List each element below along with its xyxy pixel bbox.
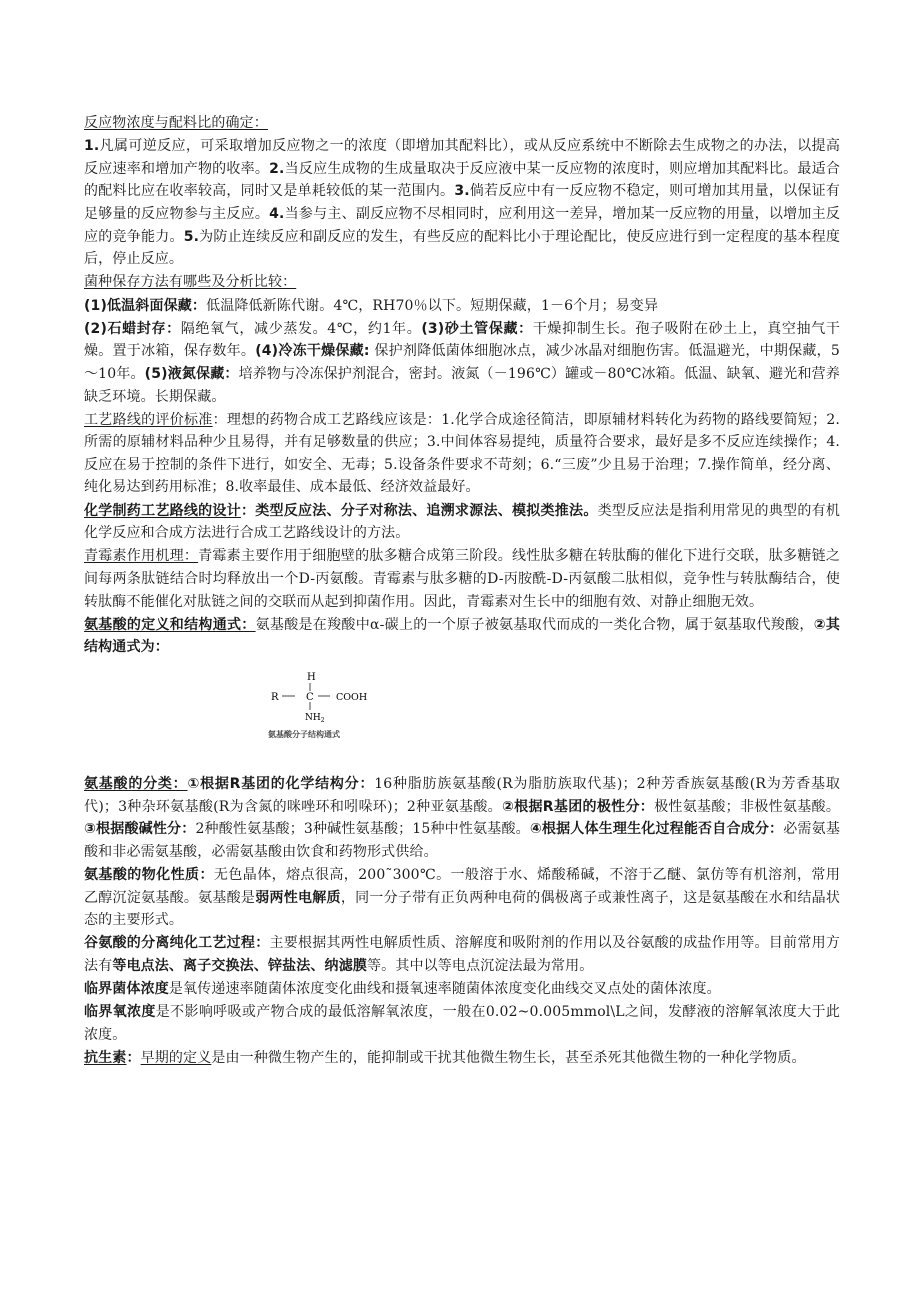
heading-strain-text: 菌种保存方法有哪些及分析比较： bbox=[84, 274, 297, 291]
heading-strain bbox=[84, 271, 840, 294]
text-run: 培养物与冷冻保护剂混合，密封。液氮（－196℃）罐或－80℃冰箱。低温、缺氧、避光和营养缺乏环境。长期保藏。 bbox=[84, 365, 840, 405]
text-run: (5) bbox=[144, 365, 168, 382]
text-run: ：理想的药物合成工艺路线应该是：1.化学合成途径简洁，即原辅材料转化为药物的路线要简短；2.所需的原辅材料品种少且易得，并有足够数量的供应；3.中间体容易提纯，质量符合要求，最好是多不反应连续操作；4.反应在易于控制的条件下进行，如安全、无毒；5.设备条件要求不苛刻；6.“三废”少且易于治理；7.操作简单，经分离、纯化易达到药用标准；8.收率最佳、成本最低、经济效益最好。 bbox=[84, 411, 840, 496]
text-run: ④根据人体生理生化过程能否自合成分： bbox=[529, 821, 784, 838]
para-amino-def bbox=[84, 614, 840, 659]
text-run: 3. bbox=[454, 183, 470, 200]
structure-group-cooh: COOH bbox=[336, 692, 368, 703]
text-run: 低温降低新陈代谢。4℃，RH70％以下。短期保藏，1－6个月；易变异 bbox=[206, 297, 659, 314]
para-strain-1 bbox=[84, 295, 840, 318]
text-run: 为防止连续反应和副反应的发生，有些反应的配料比小于理论配比，使反应进行到一定程度的基本程度后，停止反应。 bbox=[84, 228, 840, 268]
text-run: ③根据酸碱性分： bbox=[84, 821, 196, 838]
text-run: (2) bbox=[84, 320, 107, 337]
para-strain-2 bbox=[84, 318, 840, 408]
para-glutamate bbox=[84, 932, 840, 977]
text-run: 5. bbox=[183, 228, 200, 245]
text-run: ①根据R基团的化学结构分： bbox=[187, 776, 375, 792]
text-run: 临界氧浓度 bbox=[84, 1004, 156, 1021]
text-run: 青霉素作用机理： bbox=[84, 548, 199, 565]
text-run: 早期的定义 bbox=[140, 1050, 212, 1067]
text-run: 无色晶体，熔点很高，200˜300℃。一般溶于水、烯酸稀碱，不溶于乙醚、氯仿等有机溶剂，常用乙醇沉淀氨基酸。氨基酸是 bbox=[84, 866, 840, 906]
para-route-eval bbox=[84, 409, 840, 499]
text-run: 石蜡封存： bbox=[107, 320, 181, 337]
text-run: 2种酸性氨基酸；3种碱性氨基酸；15种中性氨基酸。 bbox=[195, 821, 530, 838]
text-run: 等电点法、离子交换法、锌盐法、纳滤膜 bbox=[112, 957, 368, 974]
text-run: 抗生素 bbox=[84, 1050, 127, 1067]
para-critical-cell bbox=[84, 978, 840, 1001]
structure-atom-r: R bbox=[271, 692, 279, 703]
text-run: 化学制药工艺路线的设计 bbox=[84, 502, 241, 519]
text-run: 工艺路线的评价标准 bbox=[84, 411, 213, 428]
amino-acid-structure-figure bbox=[266, 669, 386, 751]
structure-caption: 氨基酸分子结构通式 bbox=[268, 729, 340, 739]
text-run: 等。其中以等电点沉淀法最为常用。 bbox=[367, 957, 594, 974]
heading-ratio bbox=[84, 112, 840, 135]
structure-group-nh2: $NH_2$ bbox=[305, 713, 325, 724]
text-run: 临界菌体浓度 bbox=[84, 981, 169, 998]
structure-atom-h: H bbox=[307, 672, 316, 683]
text-run: 16种脂肪族氨基酸(R为脂肪族取代基)；2种芳香族氨基酸(R为芳香基取代)；3种杂环氨基酸(R为含氮的咪唑环和吲哚环)；2种亚氨基酸。 bbox=[84, 776, 840, 815]
text-run: 是由一种微生物产生的，能抑制或干扰其他微生物生长，甚至杀死其他微生物的一种化学物质。 bbox=[211, 1050, 806, 1067]
text-run: 氨基酸的定义和结构通式： bbox=[84, 616, 256, 633]
text-run: 2. bbox=[269, 160, 285, 177]
text-run: 是氧传递速率随菌体浓度变化曲线和摄氧速率随菌体浓度变化曲线交叉点处的菌体浓度。 bbox=[168, 981, 721, 998]
text-run: (1) bbox=[84, 297, 107, 314]
text-run: 主要根据其两性电解质性质、溶解度和吸附剂的作用以及谷氨酸的成盐作用等。目前常用方法有 bbox=[84, 935, 841, 974]
text-run: 4. bbox=[269, 205, 285, 222]
para-route-design bbox=[84, 500, 840, 545]
text-run: 砂土管保藏： bbox=[444, 320, 533, 337]
text-run: ，同一分子带有正负两种电荷的偶极离子或兼性离子，这是氨基酸在水和结晶状态的主要形式。 bbox=[84, 889, 841, 929]
text-run: 氨基酸是在羧酸中α-碳上的一个原子被氨基取代而成的一类化合物，属于氨基取代羧酸， bbox=[255, 616, 814, 633]
text-run: 弱两性电解质 bbox=[255, 889, 341, 906]
text-run: 凡属可逆反应，可采取增加反应物之一的浓度（即增加其配料比），或从反应系统中不断除去生成物之的办法，以提高反应速率和增加产物的收率。 bbox=[84, 138, 840, 177]
text-run: 保护剂降低菌体细胞冰点，减少冰晶对细胞伤害。低温避光，中期保藏，5～10年。 bbox=[84, 343, 840, 382]
document-page bbox=[84, 112, 840, 1070]
text-run: (3) bbox=[421, 320, 445, 337]
text-run: 液氮保藏： bbox=[167, 365, 239, 382]
structure-atom-c: C bbox=[306, 692, 314, 703]
text-run: 类型反应法是指利用常见的典型的有机化学反应和合成方法进行合成工艺路线设计的方法。 bbox=[84, 502, 840, 542]
text-run: ②根据R基团的极性分： bbox=[501, 798, 655, 815]
text-run: ： bbox=[126, 1050, 141, 1067]
text-run: 氨基酸的分类： bbox=[84, 776, 188, 792]
text-run: 干燥抑制生长。孢子吸附在砂土上，真空抽气干燥。置于冰箱，保存数年。 bbox=[84, 320, 840, 360]
text-run: 冷冻干燥保藏: bbox=[278, 343, 370, 360]
text-run: 极性氨基酸；非极性氨基酸。 bbox=[654, 798, 840, 815]
text-run: 低温斜面保藏： bbox=[107, 297, 207, 314]
text-run: 隔绝氧气，减少蒸发。4℃，约1年。 bbox=[180, 320, 422, 337]
para-ratio bbox=[84, 135, 840, 271]
text-run: 谷氨酸的分离纯化工艺过程： bbox=[84, 935, 270, 952]
para-amino-class bbox=[84, 773, 840, 863]
para-antibiotic bbox=[84, 1047, 840, 1070]
text-run: 必需氨基酸和非必需氨基酸，必需氨基酸由饮食和药物形式供给。 bbox=[84, 821, 840, 860]
text-run: 青霉素主要作用于细胞壁的肽多糖合成第三阶段。线性肽多糖在转肽酶的催化下进行交联，肽多糖链之间每两条肽链结合时均释放出一个D-丙氨酸。青霉素与肽多糖的D-丙胺酰-D-丙氨酸二肽相似，竞争性与转肽酶结合，使转肽酶不能催化对肽链之间的交联而从起到抑菌作用。因此，青霉素对生长中的细胞有效、对静止细胞无效。 bbox=[84, 548, 841, 610]
text-run: 1. bbox=[84, 138, 100, 155]
text-run: 当反应生成物的生成量取决于反应液中某一反应物的浓度时，则应增加其配料比。最适合的配料比应在收率较高，同时又是单耗较低的某一范围内。 bbox=[84, 160, 840, 200]
para-penicillin bbox=[84, 545, 840, 613]
text-run: 氨基酸的物化性质： bbox=[84, 866, 214, 883]
para-critical-oxygen bbox=[84, 1001, 840, 1046]
para-amino-properties bbox=[84, 864, 840, 932]
text-run: 倘若反应中有一反应物不稳定，则可增加其用量，以保证有足够量的反应物参与主反应。 bbox=[84, 183, 840, 222]
text-run: 是不影响呼吸或产物合成的最低溶解氧浓度，一般在0.02~0.005mmol\L之间，发酵液的溶解氧浓度大于此浓度。 bbox=[84, 1004, 840, 1043]
text-run: ：类型反应法、分子对称法、追溯求源法、模拟类推法。 bbox=[240, 502, 598, 519]
text-run: (4) bbox=[255, 343, 279, 360]
text-run: ②其结构通式为： bbox=[84, 616, 840, 656]
heading-ratio-text: 反应物浓度与配料比的确定： bbox=[84, 115, 268, 131]
amino-acid-structure-svg bbox=[266, 669, 386, 751]
text-run: 当参与主、副反应物不尽相同时，应利用这一差异，增加某一反应物的用量，以增加主反应的竞争能力。 bbox=[84, 205, 840, 245]
